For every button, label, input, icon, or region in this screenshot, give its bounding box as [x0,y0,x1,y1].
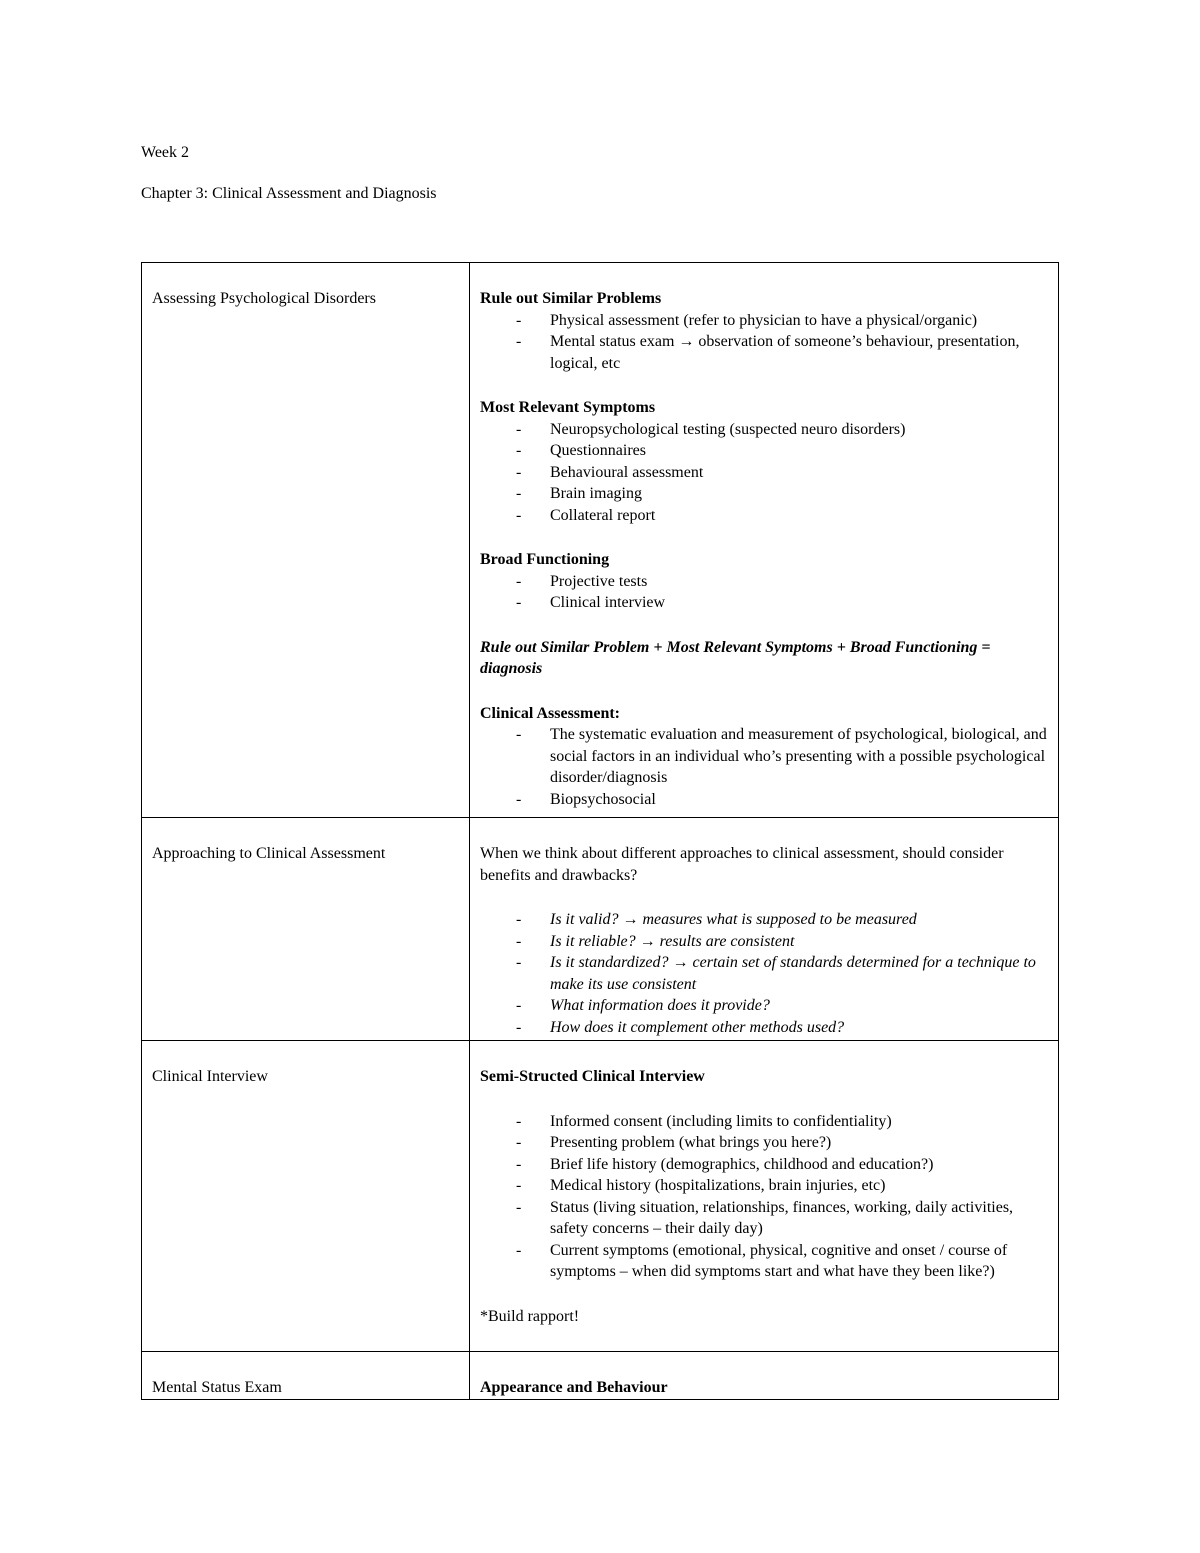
list-item: - Informed consent (including limits to confidentiality) [480,1111,1050,1133]
list-item: - Projective tests [480,571,1050,593]
section-title: Rule out Similar Problems [480,290,662,307]
list-item: - Medical history (hospitalizations, brain injuries, etc) [480,1175,1050,1197]
list-item: - Collateral report [480,505,1050,527]
list-item: - The systematic evaluation and measurement of psychological, biological, and social factors in an individual who’s presenting with a possible psychological disorder/diagnosis [480,724,1050,789]
list-item: - Clinical interview [480,592,1050,614]
section-title: Broad Functioning [480,551,610,568]
bullet-list [480,571,1050,614]
table-row [142,1352,1059,1400]
topic-cell [142,263,470,818]
section-title: Clinical Assessment: [480,704,620,722]
list-item: - Questionnaires [480,440,1050,462]
section [480,288,1050,374]
bullet-list [480,1111,1050,1283]
table-row [142,263,1059,818]
list-item: - What information does it provide? [480,995,1050,1017]
list-item: - Is it reliable? → results are consistent [480,931,1050,953]
list-item: - Behavioural assessment [480,462,1050,484]
section-title: Semi-Structed Clinical Interview [480,1068,705,1085]
section [480,549,1050,614]
list-item: - Neuropsychological testing (suspected neuro disorders) [480,419,1050,441]
definition-section [480,703,1050,811]
topic-cell [142,1041,470,1352]
topic-cell [142,1352,470,1400]
table-row [142,818,1059,1041]
content-cell [470,1041,1059,1352]
list-item: - How does it complement other methods used? [480,1017,1050,1039]
topic-label: Clinical Interview [152,1068,268,1085]
list-item: - Physical assessment (refer to physician to have a physical/organic) [480,310,1050,332]
list-item: - Presenting problem (what brings you here?) [480,1132,1050,1154]
summary-section [480,637,1050,680]
chapter-title: Chapter 3: Clinical Assessment and Diagnosis [141,185,437,202]
week-title: Week 2 [141,144,190,161]
list-item: - Is it standardized? → certain set of standards determined for a technique to make its use consistent [480,952,1050,995]
topic-label: Mental Status Exam [152,1379,282,1396]
list-item: - Is it valid? → measures what is supposed to be measured [480,909,1050,931]
list-item: - Biopsychosocial [480,789,1050,811]
intro-text: When we think about different approaches to clinical assessment, should consider benefits and drawbacks? [480,845,1004,884]
list-item: - Current symptoms (emotional, physical, cognitive and onset / course of symptoms – when did symptoms start and what have they been like?) [480,1240,1050,1283]
bullet-list [480,909,1050,1038]
list-item: - Brief life history (demographics, childhood and education?) [480,1154,1050,1176]
note-text: *Build rapport! [480,1307,580,1325]
topic-label: Approaching to Clinical Assessment [152,845,386,862]
bullet-list [480,419,1050,527]
topic-label: Assessing Psychological Disorders [152,290,376,307]
bullet-list [480,310,1050,375]
table-row [142,1041,1059,1352]
content-cell [470,818,1059,1041]
list-item: - Status (living situation, relationships, finances, working, daily activities, safety concerns – their daily day) [480,1197,1050,1240]
content-cell [470,1352,1059,1400]
section-title: Appearance and Behaviour [480,1379,668,1396]
bullet-list [480,724,1050,810]
notes-table [141,262,1059,1400]
section-title: Most Relevant Symptoms [480,399,656,416]
list-item: - Mental status exam → observation of someone’s behaviour, presentation, logical, etc [480,331,1050,374]
section [480,397,1050,526]
topic-cell [142,818,470,1041]
list-item: - Brain imaging [480,483,1050,505]
diagnosis-formula: Rule out Similar Problem + Most Relevant Symptoms + Broad Functioning = diagnosis [480,638,991,677]
content-cell [470,263,1059,818]
